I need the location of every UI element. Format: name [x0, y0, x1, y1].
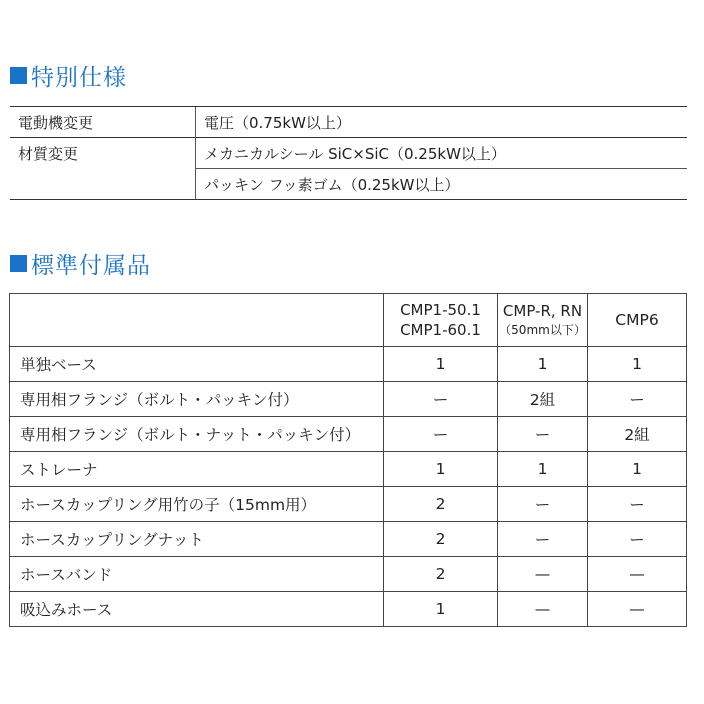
item-name: ホースカップリングナット: [10, 522, 384, 557]
accessories-section-heading: [10, 248, 151, 278]
spec-row: [10, 138, 687, 169]
item-qty-cmp-r: 2組: [498, 382, 588, 417]
item-qty-cmp1: ー: [384, 417, 498, 452]
item-qty-cmp6: ー: [588, 487, 687, 522]
spec-section-heading: [10, 60, 127, 90]
spec-section-title: 特別仕様: [31, 64, 127, 91]
header-cmp-r-line1: CMP-R, RN: [502, 302, 583, 320]
item-name: 吸込みホース: [10, 592, 384, 627]
item-qty-cmp6: ー: [588, 382, 687, 417]
square-bullet-icon: [10, 67, 27, 84]
header-cmp-r-line2: （50mm以下）: [499, 323, 586, 337]
spec-row-label: [10, 169, 196, 200]
item-name: ホースバンド: [10, 557, 384, 592]
header-col-cmp1: [384, 294, 498, 347]
item-qty-cmp1: 1: [384, 592, 498, 627]
spec-row: [10, 169, 687, 200]
spec-row-value: パッキン フッ素ゴム（0.25kW以上）: [196, 169, 688, 200]
item-qty-cmp-r: —: [498, 557, 588, 592]
header-cmp1-line2: CMP1-60.1: [400, 321, 481, 339]
spec-row-label: 電動機変更: [10, 107, 196, 138]
table-row: [10, 522, 687, 557]
header-cmp1-line1: CMP1-50.1: [400, 301, 481, 319]
item-qty-cmp1: ー: [384, 382, 498, 417]
item-qty-cmp6: —: [588, 592, 687, 627]
item-name: 単独ベース: [10, 347, 384, 382]
square-bullet-icon: [10, 255, 27, 272]
table-row: [10, 347, 687, 382]
item-qty-cmp6: 1: [588, 452, 687, 487]
item-name: ホースカップリング用竹の子（15mm用）: [10, 487, 384, 522]
spec-row: [10, 107, 687, 138]
header-col-cmp-r: [498, 294, 588, 347]
header-col-cmp6: CMP6: [588, 294, 687, 347]
table-row: [10, 557, 687, 592]
table-row: [10, 487, 687, 522]
item-qty-cmp1: 2: [384, 522, 498, 557]
item-name: ストレーナ: [10, 452, 384, 487]
item-qty-cmp6: 1: [588, 347, 687, 382]
spec-row-value: 電圧（0.75kW以上）: [196, 107, 688, 138]
table-row: [10, 382, 687, 417]
item-qty-cmp6: 2組: [588, 417, 687, 452]
accessories-table: [9, 293, 687, 627]
item-qty-cmp-r: 1: [498, 452, 588, 487]
table-row: [10, 452, 687, 487]
item-qty-cmp-r: 1: [498, 347, 588, 382]
item-name: 専用相フランジ（ボルト・ナット・パッキン付）: [10, 417, 384, 452]
item-qty-cmp-r: ー: [498, 522, 588, 557]
item-qty-cmp1: 1: [384, 347, 498, 382]
spec-row-label: 材質変更: [10, 138, 196, 169]
accessories-section-title: 標準付属品: [31, 252, 151, 279]
item-qty-cmp6: ー: [588, 522, 687, 557]
item-qty-cmp1: 2: [384, 487, 498, 522]
table-row: [10, 417, 687, 452]
item-name: 専用相フランジ（ボルト・パッキン付）: [10, 382, 384, 417]
item-qty-cmp-r: —: [498, 592, 588, 627]
item-qty-cmp-r: ー: [498, 487, 588, 522]
spec-table: [10, 106, 687, 200]
item-qty-cmp-r: ー: [498, 417, 588, 452]
item-qty-cmp6: —: [588, 557, 687, 592]
accessories-header-row: [10, 294, 687, 347]
header-empty-cell: [10, 294, 384, 347]
item-qty-cmp1: 1: [384, 452, 498, 487]
table-row: [10, 592, 687, 627]
spec-row-value: メカニカルシール SiC×SiC（0.25kW以上）: [196, 138, 688, 169]
item-qty-cmp1: 2: [384, 557, 498, 592]
